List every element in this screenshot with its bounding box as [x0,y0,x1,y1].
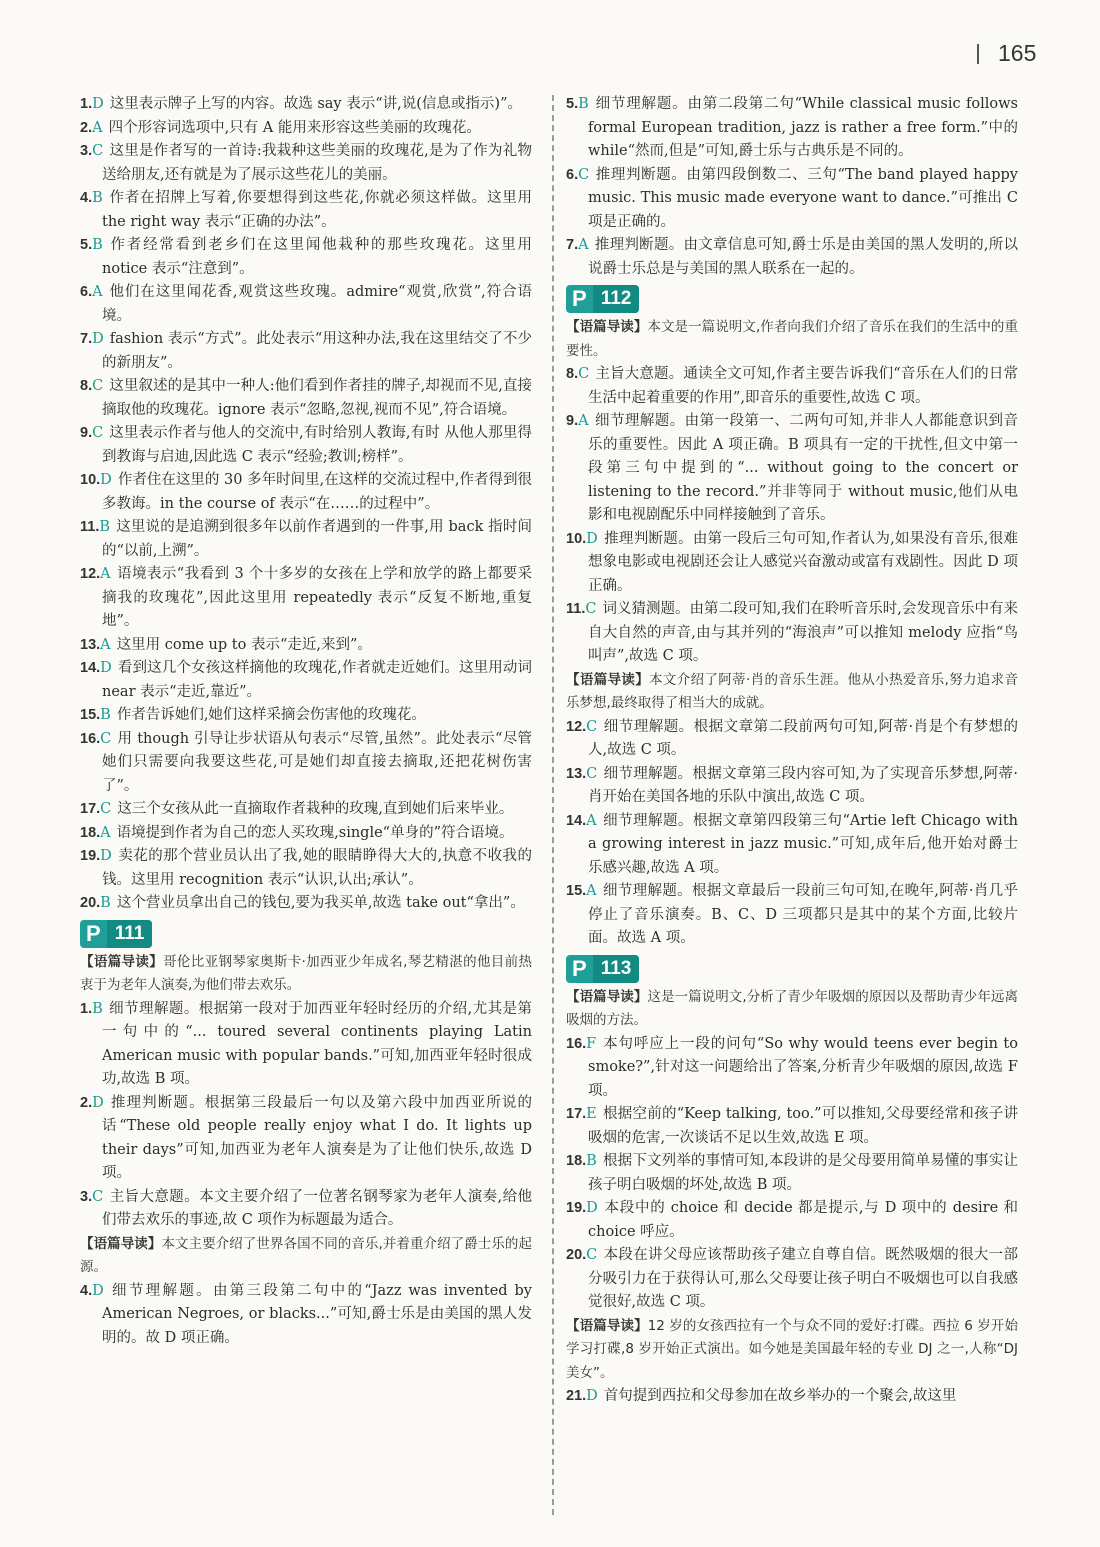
answer-item [80,634,532,658]
answer-item [80,117,532,141]
answer-letter: D [100,660,112,676]
answer-item [80,281,532,328]
answer-item [566,234,1018,281]
cloze-answers [80,93,532,916]
answer-item [566,410,1018,528]
answer-item [80,469,532,516]
answer-letter: C [585,601,597,617]
answer-item [80,845,532,892]
right-column [566,93,1018,1409]
explanation-text: 细节理解题。由第一段第一、二两句可知,并非人人都能意识到音乐的重要性。因此 A 项正确。B 项具有一定的干扰性,但文中第一段第三句中提到的“... without going to the concert or listening to the record.”并非等同于 without music,他们从电影和电视剧配乐中同样接触到了音乐。 [588,413,1018,523]
question-number: 18. [566,1153,587,1169]
answer-letter: D [92,1282,104,1299]
answer-item [80,234,532,281]
explanation-text: 推理判断题。由第一段后三句可知,作者认为,如果没有音乐,很难想象电影或电视剧还会让人感觉兴奋激动或富有戏剧性。因此 D 项正确。 [588,530,1018,594]
answer-item [566,528,1018,599]
answer-letter: B [92,237,103,253]
answer-item [80,822,532,846]
answer-letter: D [586,1200,598,1216]
explanation-text: 本段中的 choice 和 decide 都是提示,与 D 项中的 desire 和 choice 呼应。 [588,1200,1018,1240]
answer-item [566,1197,1018,1244]
answer-item [566,763,1018,810]
answer-letter: D [92,331,104,347]
answer-item [80,1280,532,1351]
answer-item [566,880,1018,951]
explanation-text: fashion 表示“方式”。此处表示“用这种办法,我在这里结交了不少的新朋友”。 [102,331,532,371]
answer-item [80,1186,532,1233]
question-number: 16. [80,730,101,747]
question-number: 5. [566,96,579,112]
explanation-text: 语境表示“我看到 3 个十多岁的女孩在上学和放学的路上都要采摘我的玫瑰花”,因此这里用 repeatedly 表示“反复不断地,重复地”。 [102,566,532,629]
question-number: 5. [80,237,93,253]
answer-item [80,892,532,916]
question-number: 1. [80,1000,93,1017]
question-number: 1. [80,96,93,112]
answer-item [80,657,532,704]
question-number: 14. [80,660,101,676]
answer-letter: D [92,1094,104,1111]
answer-item [80,187,532,234]
explanation-text: 词义猜测题。由第二段可知,我们在聆听音乐时,会发现音乐中有来自大自然的声音,由与其并列的“海浪声”可以推知 melody 应指“鸟叫声”,故选 C 项。 [588,601,1018,664]
answer-letter: A [92,284,103,300]
passage-badge-111: P 111 [80,920,152,948]
question-number: 8. [80,378,93,394]
answer-letter: A [586,812,597,829]
answer-item [80,998,532,1092]
question-number: 2. [80,1094,93,1111]
question-number: 7. [566,237,579,253]
answers-111 [80,998,532,1233]
explanation-text: 作者住在这里的 30 多年时间里,在这样的交流过程中,作者得到很多教诲。in the course of 表示“在……的过程中”。 [102,472,532,512]
question-number: 20. [566,1247,587,1263]
explanation-text: 本段在讲父母应该帮助孩子建立自尊自信。既然吸烟的很大一部分吸引力在于获得认可,那么父母要让孩子明白不吸烟也可以自我感觉很好,故选 C 项。 [588,1247,1018,1310]
question-number: 2. [80,119,93,136]
answer-letter: A [586,883,597,899]
question-number: 12. [566,718,587,735]
question-number: 19. [80,848,101,864]
answer-item [566,1033,1018,1104]
question-number: 18. [80,824,101,841]
reading-guide-111: 【语篇导读】哥伦比亚钢琴家奥斯卡·加西亚少年成名,琴艺精湛的他目前热衷于为老年人演奏,为他们带去欢乐。 [80,953,532,993]
question-number: 10. [566,530,587,547]
answer-letter: C [100,801,112,817]
answer-letter: A [578,237,589,253]
question-number: 11. [566,601,586,617]
answer-letter: B [99,519,111,535]
explanation-text: 作者在招牌上写着,你要想得到这些花,你就必须这样做。这里用 the right way 表示“正确的办法”。 [102,190,532,230]
question-number: 10. [80,472,101,488]
explanation-text: 他们在这里闻花香,观赏这些玫瑰。admire“观赏,欣赏”,符合语境。 [102,284,532,324]
answer-letter: A [100,824,111,841]
explanation-text: 推理判断题。由文章信息可知,爵士乐是由美国的黑人发明的,所以说爵士乐总是与美国的黑人联系在一起的。 [588,237,1018,277]
question-number: 3. [80,1188,93,1205]
answer-item [566,1103,1018,1150]
answer-letter: C [586,718,598,735]
explanation-text: 推理判断题。由第四段倒数二、三句“The band played happy music. This music made everyone want to dance.”可推出 C 项是正确的。 [588,166,1018,230]
answer-letter: B [586,1153,597,1169]
reading-guide-111b: 【语篇导读】本文主要介绍了世界各国不同的音乐,并着重介绍了爵士乐的起源。 [80,1235,532,1275]
answer-item [80,1092,532,1186]
answer-letter: D [100,472,112,488]
question-number: 15. [80,707,101,723]
answer-item [80,328,532,375]
explanation-text: 这个营业员拿出自己的钱包,要为我买单,故选 take out“拿出”。 [116,895,525,911]
answers-111b-right [566,93,1018,281]
question-number: 11. [80,519,100,535]
explanation-text: 这三个女孩从此一直摘取作者栽种的玫瑰,直到她们后来毕业。 [117,801,514,817]
explanation-text: 细节理解题。由第二段第二句“While classical music follows formal European tradition, jazz is rather a free form.”中的 while“然而,但是”可知,爵士乐与古典乐是不同的。 [588,96,1018,159]
explanation-text: 根据空前的“Keep talking, too.”可以推知,父母要经常和孩子讲吸烟的危害,一次谈话不足以生效,故选 E 项。 [588,1106,1018,1146]
answer-item [80,798,532,822]
reading-guide-113b: 【语篇导读】12 岁的女孩西拉有一个与众不同的爱好:打碟。西拉 6 岁开始学习打碟,8 岁开始正式演出。如今她是美国最年轻的专业 DJ 之一,人称“DJ 美女”。 [566,1317,1018,1381]
question-number: 17. [566,1106,587,1122]
answer-item [566,810,1018,881]
passage-badge-112: P 112 [566,285,639,313]
question-number: 6. [566,166,579,183]
answer-letter: C [586,1247,598,1263]
answer-item [80,516,532,563]
question-number: 7. [80,331,93,347]
explanation-text: 语境提到作者为自己的恋人买玫瑰,single“单身的”符合语境。 [116,824,514,841]
question-number: 16. [566,1035,587,1052]
answer-letter: C [92,1188,104,1205]
question-number: 15. [566,883,587,899]
answer-letter: B [92,190,103,206]
answer-item [566,598,1018,669]
question-number: 9. [80,425,93,441]
answer-letter: F [586,1035,597,1052]
explanation-text: 根据下文列举的事情可知,本段讲的是父母要用简单易懂的事实让孩子明白吸烟的坏处,故选 B 项。 [588,1153,1018,1193]
explanation-text: 四个形容词选项中,只有 A 能用来形容这些美丽的玫瑰花。 [108,119,481,136]
answer-item [566,93,1018,164]
explanation-text: 作者经常看到老乡们在这里闻他栽种的那些玫瑰花。这里用 notice 表示“注意到”。 [102,237,532,277]
answer-letter: C [586,765,598,782]
answers-111b-left [80,1280,532,1351]
answer-item [566,716,1018,763]
answer-item [80,563,532,634]
answer-letter: E [586,1106,597,1122]
explanation-text: 这里表示牌子上写的内容。故选 say 表示“讲,说(信息或指示)”。 [109,96,522,112]
answer-letter: C [92,378,104,394]
answer-letter: C [92,143,104,159]
answers-113b [566,1385,1018,1409]
answer-item [566,1150,1018,1197]
answer-letter: D [586,530,598,547]
question-number: 13. [566,765,587,782]
explanation-text: 首句提到西拉和父母参加在故乡举办的一个聚会,故这里 [603,1388,957,1404]
question-number: 8. [566,366,579,382]
answer-letter: C [578,366,590,382]
answers-112b [566,716,1018,951]
answer-letter: C [100,730,112,747]
explanation-text: 细节理解题。根据文章第三段内容可知,为了实现音乐梦想,阿蒂·肖开始在美国各地的乐队中演出,故选 C 项。 [588,765,1018,805]
reading-guide-113: 【语篇导读】这是一篇说明文,分析了青少年吸烟的原因以及帮助青少年远离吸烟的方法。 [566,988,1018,1028]
answer-item [80,93,532,117]
explanation-text: 这里叙述的是其中一种人:他们看到作者挂的牌子,却视而不见,直接摘取他的玫瑰花。ignore 表示“忽略,忽视,视而不见”,符合语境。 [102,378,532,418]
answer-item [566,1385,1018,1409]
answer-item [80,704,532,728]
explanation-text: 用 though 引导让步状语从句表示“尽管,虽然”。此处表示“尽管她们只需要向我要这些花,可是她们却直接去摘取,还把花树伤害了”。 [102,730,532,794]
answer-item [80,140,532,187]
question-number: 6. [80,284,93,300]
explanation-text: 这里说的是追溯到很多年以前作者遇到的一件事,用 back 指时间的“以前,上溯”。 [102,519,532,559]
question-number: 21. [566,1388,587,1404]
column-divider [552,95,554,1515]
answer-letter: D [92,96,104,112]
passage-badge-113: P 113 [566,955,639,983]
explanation-text: 作者告诉她们,她们这样采摘会伤害他的玫瑰花。 [116,707,426,723]
explanation-text: 这里用 come up to 表示“走近,来到”。 [116,636,372,653]
explanation-text: 主旨大意题。本文主要介绍了一位著名钢琴家为老年人演奏,给他们带去欢乐的事迹,故 C 项作为标题最为适合。 [102,1188,532,1228]
answer-letter: A [92,119,103,136]
question-number: 20. [80,895,101,911]
question-number: 12. [80,566,101,582]
left-column [80,93,532,1350]
answer-letter: C [92,425,104,441]
question-number: 9. [566,413,579,429]
explanation-text: 这里表示作者与他人的交流中,有时给别人教诲,有时 从他人那里得到教诲与启迪,因此选 C 表示“经验;教训;榜样”。 [102,425,532,465]
explanation-text: 这里是作者写的一首诗:我栽种这些美丽的玫瑰花,是为了作为礼物送给朋友,还有就是为了展示这些花儿的美丽。 [102,143,532,183]
answers-113 [566,1033,1018,1315]
explanation-text: 推理判断题。根据第三段最后一句以及第六段中加西亚所说的话“These old people really enjoy what I do. It lights up their days”可知,加西亚为老年人演奏是为了让他们快乐,故选 D 项。 [102,1094,532,1181]
answer-letter: B [578,96,589,112]
answer-letter: C [578,166,590,183]
explanation-text: 细节理解题。根据文章第四段第三句“Artie left Chicago with a growing interest in jazz music.”可知,成年后,他开始对爵士乐感兴趣,故选 A 项。 [588,812,1018,876]
answers-112 [566,363,1018,669]
answer-letter: B [100,707,111,723]
explanation-text: 主旨大意题。通读全文可知,作者主要告诉我们“音乐在人们的日常生活中起着重要的作用”,即音乐的重要性,故选 C 项。 [588,366,1018,406]
question-number: 19. [566,1200,587,1216]
answer-letter: A [100,636,111,653]
reading-guide-112b: 【语篇导读】本文介绍了阿蒂·肖的音乐生涯。他从小热爱音乐,努力追求音乐梦想,最终取得了相当大的成就。 [566,671,1018,711]
question-number: 3. [80,143,93,159]
explanation-text: 卖花的那个营业员认出了我,她的眼睛睁得大大的,执意不收我的钱。这里用 recognition 表示“认识,认出;承认”。 [102,848,532,888]
page-number-bar [977,44,979,64]
passage-header-113 [566,954,1018,984]
answer-item [566,363,1018,410]
question-number: 13. [80,636,101,653]
page-number: 165 [998,40,1037,66]
answer-letter: A [100,566,111,582]
answer-item [80,728,532,799]
question-number: 4. [80,1282,93,1299]
passage-header-112 [566,284,1018,314]
answer-letter: B [92,1000,103,1017]
answer-letter: D [586,1388,598,1404]
question-number: 4. [80,190,93,206]
explanation-text: 本句呼应上一段的问句“So why would teens ever begin to smoke?”,针对这一问题给出了答案,分析青少年吸烟的原因,故选 F 项。 [588,1035,1018,1099]
answer-item [80,375,532,422]
answer-item [566,164,1018,235]
question-number: 17. [80,801,101,817]
answer-item [80,422,532,469]
explanation-text: 细节理解题。根据第一段对于加西亚年轻时经历的介绍,尤其是第一句中的“... toured several continents playing Latin American music with popular bands.”可知,加西亚年轻时很成功,故选 B 项。 [102,1000,532,1087]
explanation-text: 细节理解题。根据文章第二段前两句可知,阿蒂·肖是个有梦想的人,故选 C 项。 [588,718,1018,758]
reading-guide-112: 【语篇导读】本文是一篇说明文,作者向我们介绍了音乐在我们的生活中的重要性。 [566,319,1018,359]
explanation-text: 细节理解题。根据文章最后一段前三句可知,在晚年,阿蒂·肖几乎停止了音乐演奏。B、C、D 三项都只是其中的某个方面,比较片面。故选 A 项。 [588,883,1018,946]
answer-letter: A [578,413,589,429]
explanation-text: 看到这几个女孩这样摘他的玫瑰花,作者就走近她们。这里用动词 near 表示“走近,靠近”。 [102,660,532,700]
answer-item [566,1244,1018,1315]
passage-header-111 [80,919,532,949]
explanation-text: 细节理解题。由第三段第二句中的“Jazz was invented by American Negroes, or blacks...”可知,爵士乐是由美国的黑人发明的。故 D 项正确。 [102,1282,532,1346]
answer-letter: D [100,848,112,864]
answer-letter: B [100,895,111,911]
question-number: 14. [566,812,587,829]
